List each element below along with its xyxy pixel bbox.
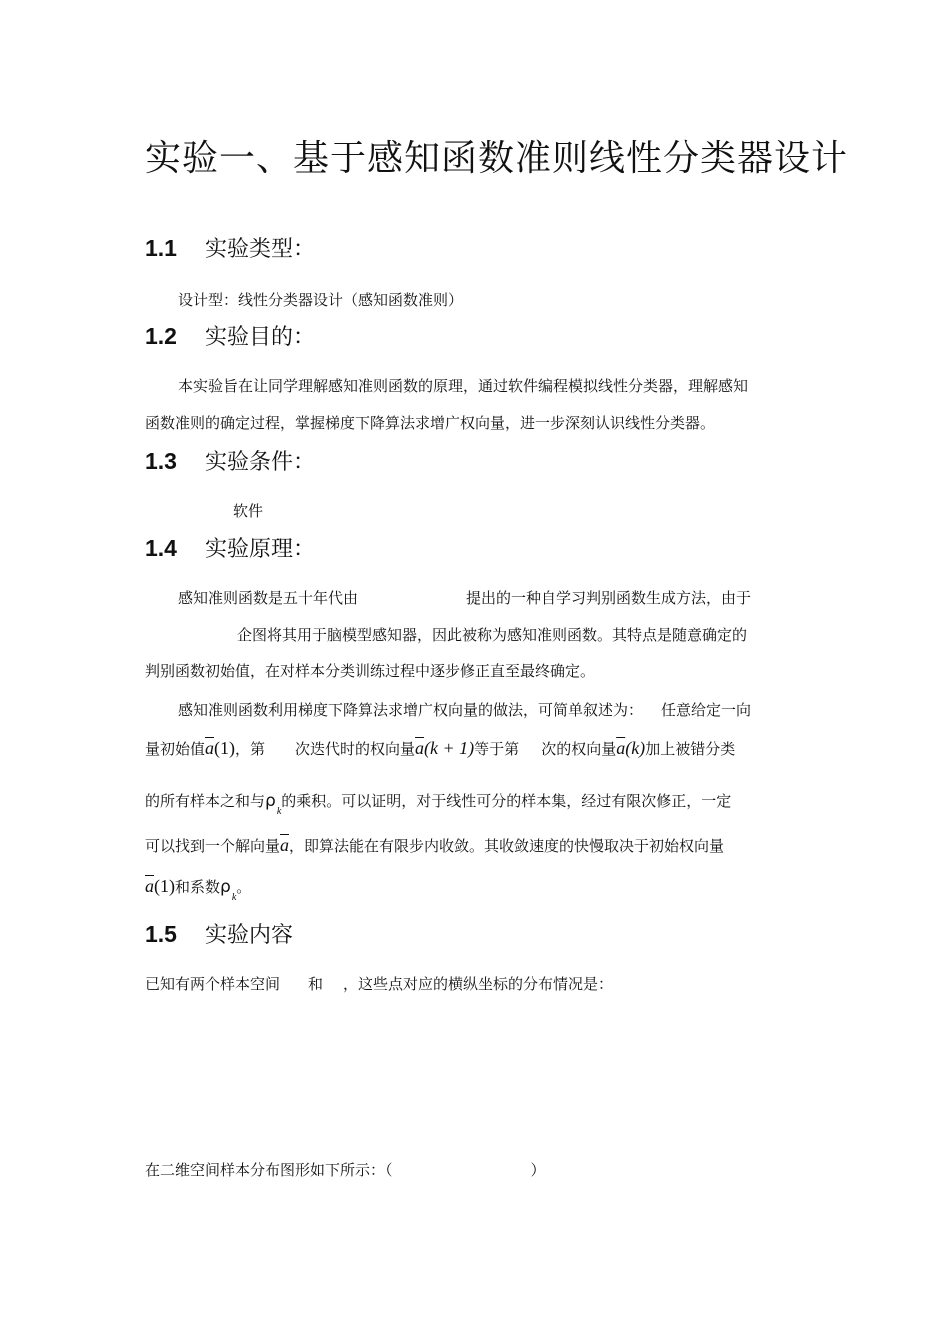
section-number: 1.5: [145, 921, 177, 947]
section-title: 实验条件：: [205, 450, 316, 475]
weight-vector-symbol: $\overline{a}$: [205, 738, 215, 758]
section-heading-1-4: [145, 532, 315, 563]
rho-symbol: ρ: [265, 791, 276, 811]
section-number: 1.2: [145, 323, 177, 349]
solution-vector-symbol: $\overline{a}$: [280, 835, 290, 855]
purpose-line-1: 本实验旨在让同学理解感知准则函数的原理，通过软件编程模拟线性分类器，理解感知: [178, 377, 749, 395]
principle-line-2: 企图将其用于脑模型感知器，因此被称为感知准则函数。其特点是随意确定的: [237, 626, 748, 644]
section-heading-1-2: [145, 320, 315, 351]
section-heading-1-3: [145, 445, 315, 476]
section-heading-1-5: [145, 918, 293, 949]
principle-line-8: $\overline{a}(1)$和系数$\rho_k$。: [145, 876, 252, 903]
section-number: 1.1: [145, 235, 177, 261]
experiment-type-text: 设计型：线性分类器设计（感知函数准则）: [178, 291, 464, 309]
principle-line-5: 量初始值$\overline{a}(1)$，第 次迭代时的权向量$\overline{a}(k + 1)$等于第 次的权向量$\overline{a}(k)$加上被错分类: [145, 738, 736, 758]
weight-vector-symbol: $\overline{a}$: [415, 738, 425, 758]
document-title: 实验一、基于感知函数准则线性分类器设计: [145, 138, 849, 179]
principle-line-7: 可以找到一个解向量$\overline{a}$，即算法能在有限步内收敛。其收敛速度的快慢取决于初始权向量: [145, 835, 725, 855]
weight-vector-symbol: $\overline{a}$: [616, 738, 626, 758]
content-line-1: 已知有两个样本空间 和 ，这些点对应的横纵坐标的分布情况是：: [145, 975, 614, 993]
section-number: 1.3: [145, 448, 177, 474]
section-heading-1-1: [145, 232, 315, 263]
weight-vector-symbol: $\overline{a}$: [145, 876, 154, 896]
section-number: 1.4: [145, 535, 177, 561]
section-title: 实验原理：: [205, 537, 316, 562]
section-title: 实验内容: [205, 923, 294, 948]
rho-symbol: ρ: [220, 877, 231, 897]
purpose-line-2: 函数准则的确定过程，掌握梯度下降算法求增广权向量，进一步深刻认识线性分类器。: [145, 414, 716, 432]
principle-line-4: 感知准则函数利用梯度下降算法求增广权向量的做法，可简单叙述为： 任意给定一向: [178, 701, 752, 719]
principle-line-6: 的所有样本之和与$\rho_k$的乘积。可以证明，对于线性可分的样本集，经过有限次修正，一定: [145, 791, 732, 817]
section-title: 实验目的：: [205, 325, 316, 350]
conditions-text: 软件: [233, 502, 264, 520]
principle-line-3: 判别函数初始值，在对样本分类训练过程中逐步修正直至最终确定。: [145, 662, 596, 680]
section-title: 实验类型：: [205, 237, 316, 262]
principle-line-1: 感知准则函数是五十年代由 提出的一种自学习判别函数生成方法，由于: [178, 589, 752, 607]
content-line-2: 在二维空间样本分布图形如下所示：（ ）: [145, 1161, 546, 1179]
